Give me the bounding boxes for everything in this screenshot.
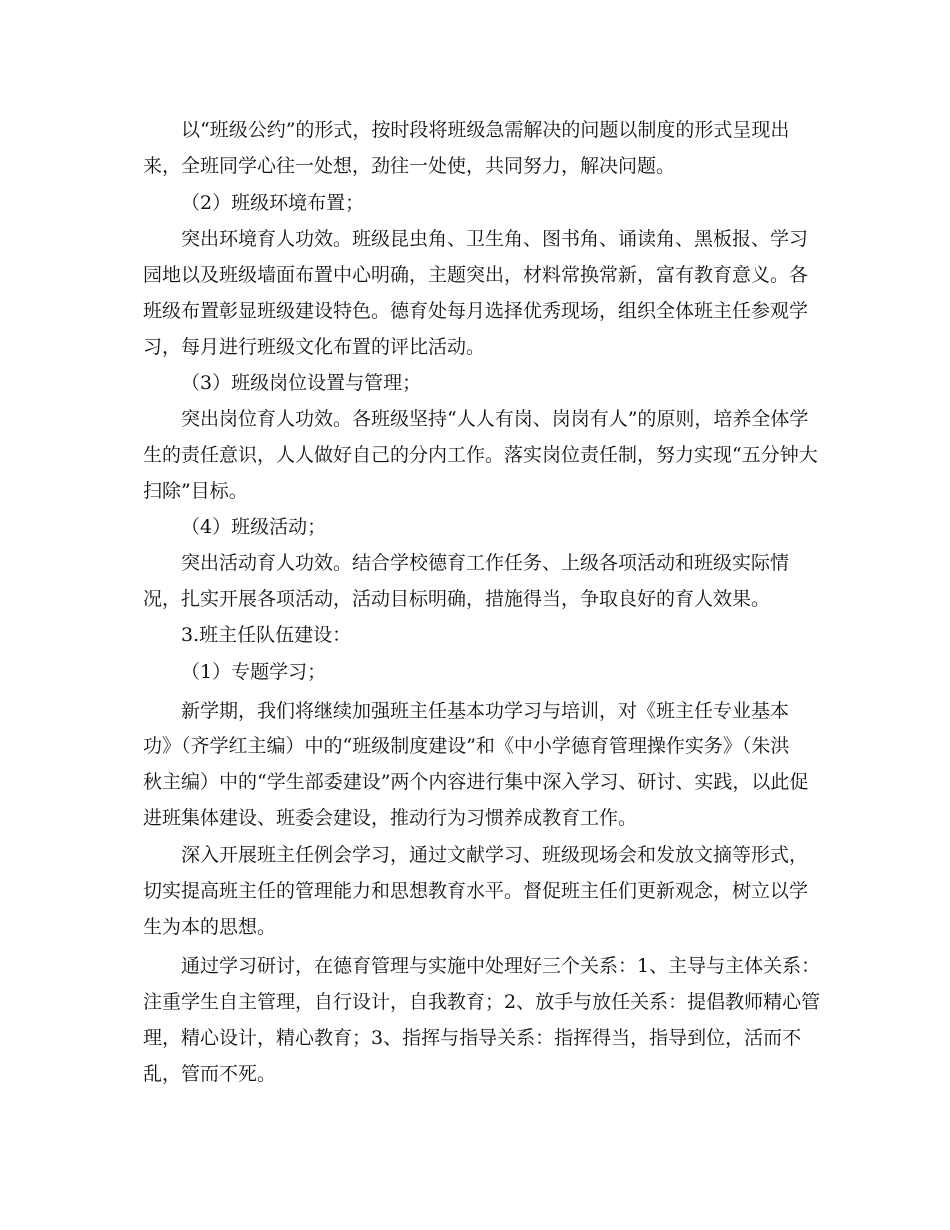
text-line: 深入开展班主任例会学习，通过文献学习、班级现场会和发放文摘等形式， [181,844,809,866]
text-line: 切实提高班主任的管理能力和思想教育水平。督促班主任们更新观念，树立以学 [143,880,809,902]
text-line: 功》（齐学红主编）中的“班级制度建设”和《中小学德育管理操作实务》（朱洪 [143,735,790,757]
text-line: 以“班级公约”的形式，按时段将班级急需解决的问题以制度的形式呈现出 [181,119,790,141]
text-line: 注重学生自主管理，自行设计，自我教育；2、放手与放任关系：提倡教师精心管 [143,991,821,1013]
text-line: 乱，管而不死。 [143,1063,277,1085]
text-line: 突出岗位育人功效。各班级坚持“人人有岗、岗岗有人”的原则，培养全体学 [181,408,809,430]
text-line: 来，全班同学心往一处想，劲往一处使，共同努力，解决问题。 [143,155,676,177]
text-line: 新学期，我们将继续加强班主任基本功学习与培训，对《班主任专业基本 [181,700,790,722]
text-line: 习，每月进行班级文化布置的评比活动。 [143,336,486,358]
section-heading: （4）班级活动； [181,516,327,538]
text-line: 秋主编）中的“学生部委建设”两个内容进行集中深入学习、研讨、实践，以此促 [143,771,809,793]
text-line: 进班集体建设、班委会建设，推动行为习惯养成教育工作。 [143,807,638,829]
text-line: 园地以及班级墙面布置中心明确，主题突出，材料常换常新，富有教育意义。各 [143,264,809,286]
text-line: 生的责任意识，人人做好自己的分内工作。落实岗位责任制，努力实现“五分钟大 [143,444,818,466]
text-line: 生为本的思想。 [143,916,277,938]
section-heading: （3）班级岗位设置与管理； [181,372,422,394]
text-line: 通过学习研讨，在德育管理与实施中处理好三个关系：1、主导与主体关系： [181,955,821,977]
text-line: 班级布置彰显班级建设特色。德育处每月选择优秀现场，组织全体班主任参观学 [143,300,809,322]
section-heading: （2）班级环境布置； [181,192,365,214]
text-line: 扫除”目标。 [143,480,248,502]
section-heading: 3.班主任队伍建设： [181,624,352,646]
section-heading: （1）专题学习； [181,661,327,683]
text-line: 突出活动育人功效。结合学校德育工作任务、上级各项活动和班级实际情 [181,552,790,574]
text-line: 突出环境育人功效。班级昆虫角、卫生角、图书角、诵读角、黑板报、学习 [181,228,809,250]
text-line: 理，精心设计，精心教育；3、指挥与指导关系：指挥得当，指导到位，活而不 [143,1027,802,1049]
text-line: 况，扎实开展各项活动，活动目标明确，措施得当，争取良好的育人效果。 [143,588,771,610]
